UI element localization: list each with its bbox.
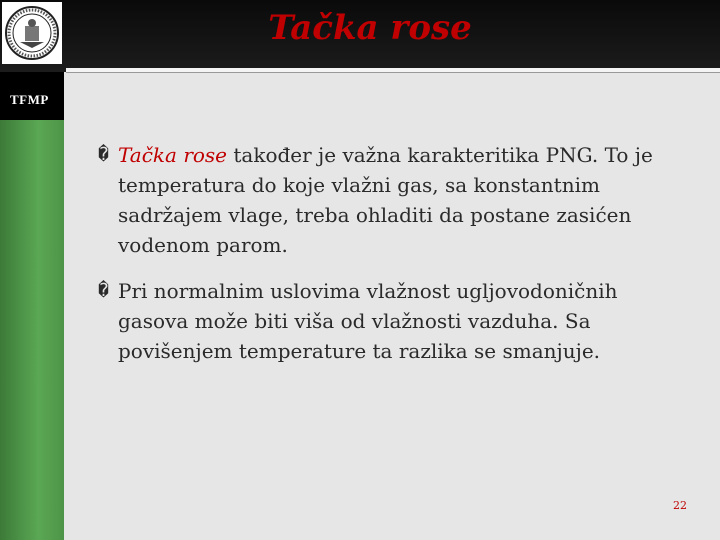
slide-title: Tačka rose [268,8,472,48]
bullet-paragraph-2 [98,276,678,366]
paragraph-text: također je važna karakteritika PNG. To je temperatura do koje vlažni gas, sa konstantnim sadržajem vlage, treba ohladiti da postane zasićen vodenom parom. [118,143,653,257]
slide-body [98,140,678,382]
bullet-paragraph-1 [98,140,678,260]
bullet-glyph: � [98,280,109,301]
header-divider [66,68,720,73]
brand-label: TFMP [10,92,49,107]
bullet-glyph: � [98,144,109,165]
page-number: 22 [673,499,687,512]
paragraph-text: Pri normalnim uslovima vlažnost ugljovodoničnih gasova može biti viša od vlažnosti vazduha. Sa povišenjem temperature ta razlika se smanjuje. [118,279,618,363]
sidebar-green-strip [0,120,64,540]
university-seal-logo [2,2,62,64]
highlighted-term: Tačka rose [118,143,228,167]
